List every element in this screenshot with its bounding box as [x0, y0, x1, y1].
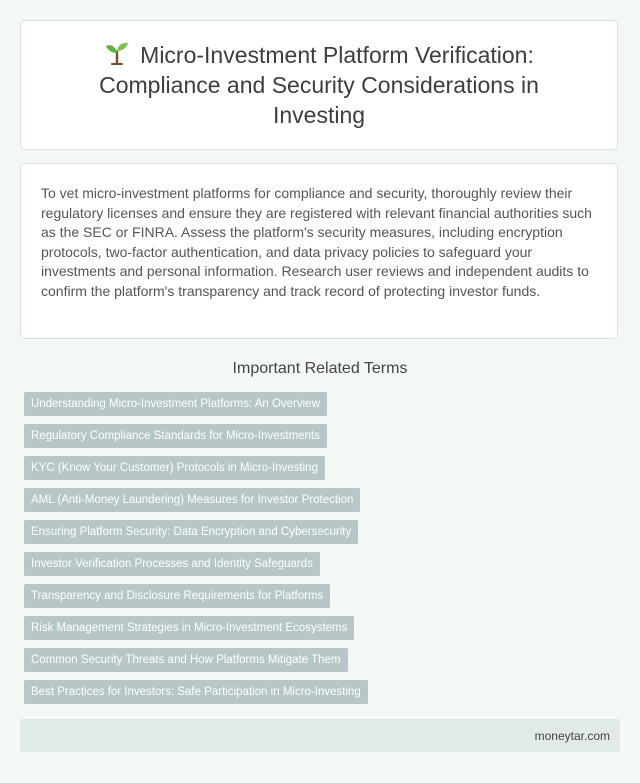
related-term-link[interactable]: Understanding Micro-Investment Platforms: An Overview: [24, 392, 327, 416]
title-card: [20, 20, 618, 150]
page-title: [21, 40, 617, 130]
footer-site-link[interactable]: moneytar.com: [534, 728, 610, 743]
sprout-icon: [104, 40, 130, 66]
related-term-link[interactable]: KYC (Know Your Customer) Protocols in Micro-Investing: [24, 456, 325, 480]
related-term-link[interactable]: Regulatory Compliance Standards for Micro-Investments: [24, 424, 327, 448]
summary-text: To vet micro-investment platforms for compliance and security, thoroughly review their regulatory licenses and ensure they are registered with relevant financial authorities such as the SEC or FINRA. Assess the platform's security measures, including encryption protocols, two-factor authentication, and data privacy policies to safeguard your investments and personal information. Research user reviews and independent audits to confirm the platform's transparency and track record of protecting investor funds.: [41, 185, 592, 299]
page-title-text: Micro-Investment Platform Verification: Compliance and Security Considerations in Investing: [99, 42, 539, 128]
related-term-link[interactable]: Transparency and Disclosure Requirements for Platforms: [24, 584, 330, 608]
related-term-link[interactable]: Risk Management Strategies in Micro-Investment Ecosystems: [24, 616, 354, 640]
related-terms-list: [24, 392, 616, 712]
related-term-link[interactable]: Common Security Threats and How Platforms Mitigate Them: [24, 648, 348, 672]
related-term-link[interactable]: Investor Verification Processes and Identity Safeguards: [24, 552, 320, 576]
related-term-link[interactable]: AML (Anti-Money Laundering) Measures for Investor Protection: [24, 488, 360, 512]
related-terms-heading: Important Related Terms: [232, 360, 408, 377]
related-term-link[interactable]: Best Practices for Investors: Safe Participation in Micro-Investing: [24, 680, 368, 704]
footer: [20, 719, 620, 752]
summary-card: [20, 163, 618, 339]
related-term-link[interactable]: Ensuring Platform Security: Data Encryption and Cybersecurity: [24, 520, 358, 544]
